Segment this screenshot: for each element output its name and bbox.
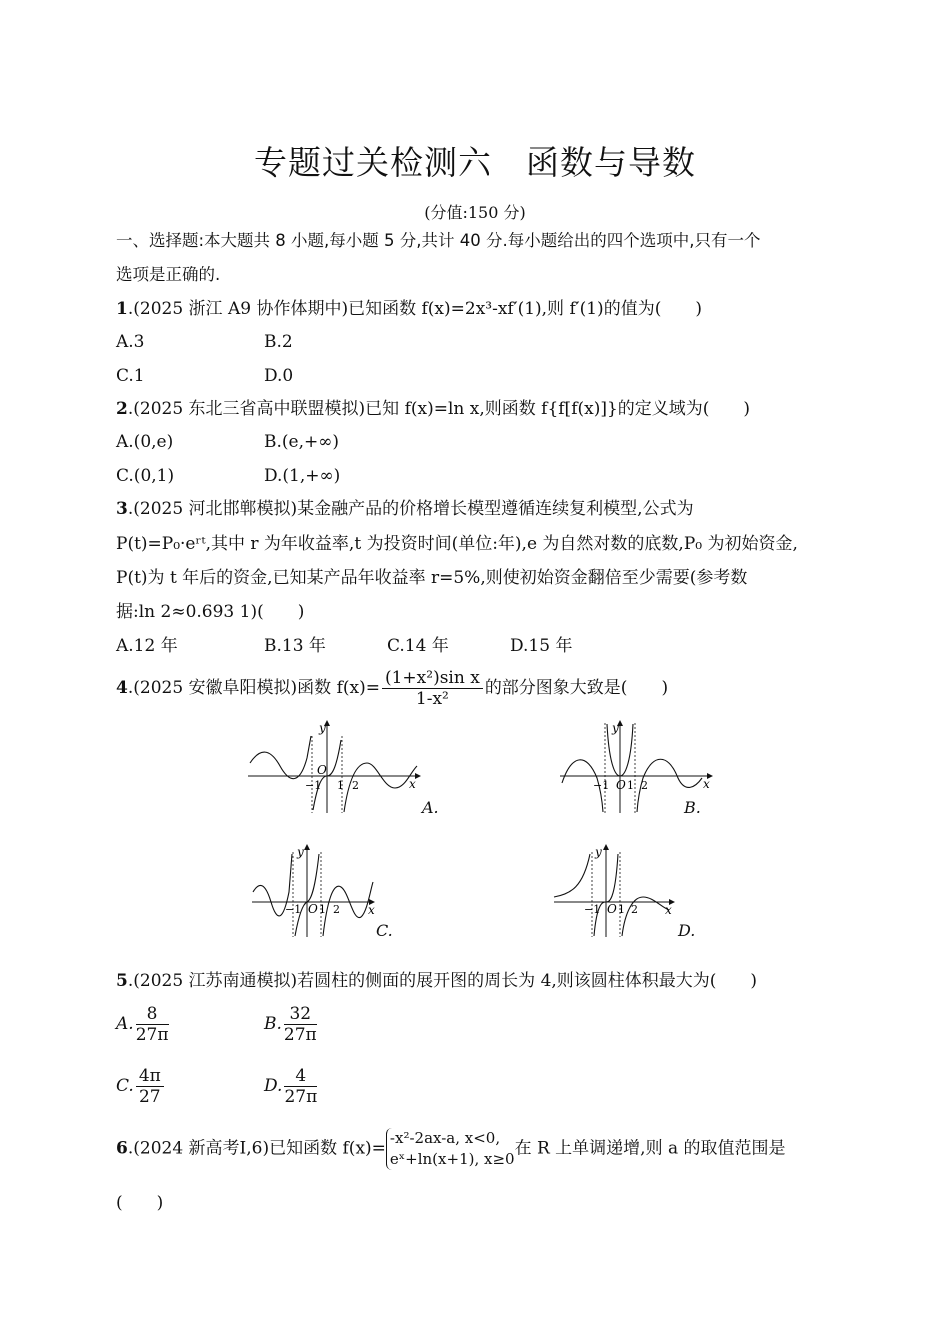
question-6-number: 6 (116, 1138, 128, 1159)
q5-option-c-fraction (136, 1066, 164, 1107)
graph-b-label: B. (684, 798, 701, 817)
q5-option-a (116, 1004, 171, 1045)
section-heading-line1: 一、选择题:本大题共 8 小题,每小题 5 分,共计 40 分.每小题给出的四个选项中,只有一个 (116, 231, 761, 250)
question-3-line2: P(t)=P₀·eʳᵗ,其中 r 为年收益率,t 为投资时间(单位:年),e 为自然对数的底数,P₀ 为初始资金, (116, 534, 798, 554)
q1-option-b: B.2 (264, 332, 293, 352)
graph-d-x-label: x (665, 903, 672, 917)
question-3-line4: 据:ln 2≈0.693 1)( ) (116, 602, 305, 622)
question-3 (116, 498, 694, 520)
graph-c-tick-neg1: −1 (285, 903, 302, 916)
graph-c-x-label: x (368, 903, 375, 917)
q5-option-b-fraction (284, 1004, 317, 1045)
graph-b-tick-neg1: −1 (593, 779, 610, 792)
graph-a-y-label: y (319, 721, 326, 735)
question-3-line1: .(2025 河北邯郸模拟)某金融产品的价格增长模型遵循连续复利模型,公式为 (127, 499, 694, 519)
question-3-line3: P(t)为 t 年后的资金,已知某产品年收益率 r=5%,则使初始资金翻倍至少需要(参考数 (116, 568, 748, 588)
q3-option-c: C.14 年 (387, 636, 449, 656)
q5-option-b-den: 27π (283, 1025, 317, 1045)
graph-d-label: D. (678, 921, 696, 940)
score-note: (分值:150 分) (424, 203, 526, 222)
q6-case-2: eˣ+ln(x+1), x≥0 (389, 1150, 515, 1168)
q5-option-d (264, 1066, 319, 1107)
q4-fraction-denominator: 1-x² (415, 689, 449, 709)
q2-option-c: C.(0,1) (116, 466, 175, 486)
q5-option-b (264, 1004, 319, 1045)
q5-option-d-label: D. (264, 1076, 283, 1096)
question-6-prefix: .(2024 新高考Ⅰ,6)已知函数 f(x)= (127, 1138, 386, 1159)
q5-option-a-num: 8 (136, 1004, 169, 1025)
graph-d-y-label: y (595, 845, 602, 859)
question-2-text: .(2025 东北三省高中联盟模拟)已知 f(x)=ln x,则函数 f{f[f(x)]}的定义域为( ) (127, 399, 751, 419)
graph-a-label: A. (422, 798, 439, 817)
question-4-number: 4 (116, 678, 128, 698)
graph-b-origin: O (616, 778, 626, 792)
graph-a-tick-1: 1 (337, 779, 344, 792)
question-4-prefix: .(2025 安徽阜阳模拟)函数 f(x)= (127, 678, 380, 698)
question-4-suffix: 的部分图象大致是( ) (484, 678, 669, 698)
question-6 (116, 1128, 786, 1170)
question-3-number: 3 (116, 499, 128, 519)
graph-c-y-label: y (297, 845, 304, 859)
graph-c-label: C. (376, 921, 393, 940)
q5-option-d-num: 4 (284, 1066, 317, 1087)
q2-option-b: B.(e,+∞) (264, 432, 340, 452)
q5-option-b-label: B. (264, 1014, 282, 1034)
q1-option-c: C.1 (116, 366, 145, 386)
question-5-text: .(2025 江苏南通模拟)若圆柱的侧面的展开图的周长为 4,则该圆柱体积最大为( ) (127, 971, 758, 991)
question-4 (116, 668, 668, 709)
question-6-suffix: 在 R 上单调递增,则 a 的取值范围是 (514, 1138, 786, 1159)
q1-option-a: A.3 (116, 332, 145, 352)
graph-b-tick-1: 1 (627, 779, 634, 792)
question-1-number: 1 (116, 299, 128, 319)
graph-d-tick-2: 2 (631, 903, 638, 916)
question-6-answer-paren: ( ) (116, 1193, 164, 1213)
graph-d-origin: O (607, 902, 617, 916)
q4-fraction (382, 668, 483, 709)
graph-d-tick-1: 1 (618, 903, 625, 916)
q5-option-c (116, 1066, 166, 1107)
q5-option-a-fraction (136, 1004, 169, 1045)
q5-option-c-label: C. (116, 1076, 134, 1096)
q3-option-a: A.12 年 (116, 636, 178, 656)
q5-option-d-den: 27π (284, 1087, 318, 1107)
graph-c-origin: O (308, 902, 318, 916)
graph-a-tick-neg1: −1 (305, 779, 322, 792)
q5-option-c-den: 27 (138, 1087, 161, 1107)
graph-d (551, 842, 691, 942)
graph-b-tick-2: 2 (641, 779, 648, 792)
graph-c (249, 842, 389, 942)
question-5 (116, 970, 757, 992)
question-5-number: 5 (116, 971, 128, 991)
q5-option-b-num: 32 (284, 1004, 317, 1025)
page-title: 专题过关检测六 函数与导数 (254, 143, 696, 182)
graph-d-tick-neg1: −1 (584, 903, 601, 916)
q3-option-d: D.15 年 (510, 636, 573, 656)
q4-fraction-numerator: (1+x²)sin x (382, 668, 483, 689)
q5-option-a-den: 27π (135, 1025, 169, 1045)
graph-c-tick-1: 1 (319, 903, 326, 916)
graph-b-x-label: x (703, 777, 710, 791)
q6-case-1: -x²-2ax-a, x<0, (389, 1129, 501, 1147)
q5-option-d-fraction (284, 1066, 317, 1107)
question-1 (116, 298, 702, 320)
q1-option-d: D.0 (264, 366, 294, 386)
question-1-text: .(2025 浙江 A9 协作体期中)已知函数 f(x)=2x³-xf′(1),则 f′(1)的值为( ) (127, 299, 702, 319)
graph-a-origin: O (317, 763, 327, 777)
q3-option-b: B.13 年 (264, 636, 326, 656)
graph-a-x-label: x (409, 777, 416, 791)
q2-option-a: A.(0,e) (116, 432, 174, 452)
q5-option-a-label: A. (116, 1014, 134, 1034)
graph-b-y-label: y (612, 721, 619, 735)
q6-piecewise (386, 1128, 515, 1170)
q5-option-c-num: 4π (136, 1066, 164, 1087)
section-heading-line2: 选项是正确的. (116, 265, 221, 284)
question-2 (116, 398, 750, 420)
graph-c-tick-2: 2 (333, 903, 340, 916)
question-2-number: 2 (116, 399, 128, 419)
graph-a-tick-2: 2 (352, 779, 359, 792)
q2-option-d: D.(1,+∞) (264, 466, 341, 486)
graph-a (245, 718, 425, 818)
